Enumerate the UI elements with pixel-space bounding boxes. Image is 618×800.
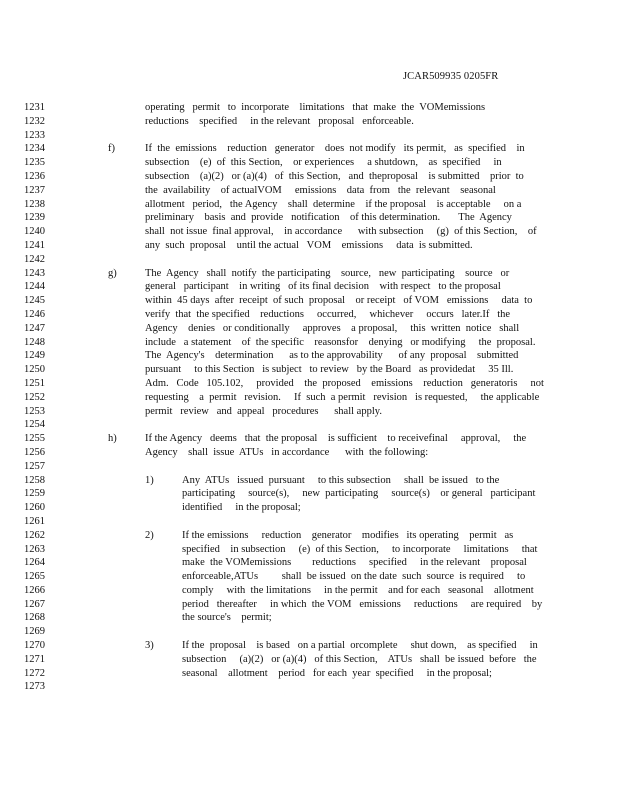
line-number: 1273 <box>24 681 45 693</box>
line-number: 1233 <box>24 129 45 141</box>
line-number: 1241 <box>24 239 45 251</box>
line-text: Agency denies or conditionally approves a proposal, this written notice shall <box>145 322 520 334</box>
document-line <box>0 487 618 501</box>
document-line <box>0 556 618 570</box>
document-line <box>0 170 618 184</box>
document-line <box>0 543 618 557</box>
line-number: 1265 <box>24 571 45 583</box>
line-text: shall not issue final approval, in accordance with subsection (g) of this Section, of <box>145 226 537 238</box>
document-line <box>0 115 618 129</box>
line-text: seasonal allotment period for each year specified in the proposal; <box>182 667 492 679</box>
document-line <box>0 446 618 460</box>
line-number: 1237 <box>24 184 45 196</box>
document-line <box>0 308 618 322</box>
line-text: make the VOMemissions reductions specified in the relevant proposal <box>182 557 527 569</box>
line-text: specified in subsection (e) of this Section, to incorporate limitations that <box>182 543 538 555</box>
line-text: pursuant to this Section is subject to review by the Board as providedat 35 Ill. <box>145 364 514 376</box>
line-number: 1236 <box>24 170 45 182</box>
document-line <box>0 501 618 515</box>
line-number: 1269 <box>24 626 45 638</box>
line-number: 1239 <box>24 212 45 224</box>
line-text: verify that the specified reductions occurred, whichever occurs later.If the <box>145 308 511 320</box>
line-number: 1254 <box>24 419 45 431</box>
line-text: Adm. Code 105.102, provided the proposed emissions reduction generatoris not <box>145 377 544 389</box>
document-line <box>0 363 618 377</box>
line-number: 1243 <box>24 267 45 279</box>
line-number: 1245 <box>24 295 45 307</box>
document-line <box>0 294 618 308</box>
line-number: 1231 <box>24 102 45 113</box>
line-number: 1262 <box>24 529 45 541</box>
document-line <box>0 253 618 267</box>
line-text: any such proposal until the actual VOM emissions data is submitted. <box>145 239 473 251</box>
line-number: 1242 <box>24 253 45 265</box>
document-line <box>0 598 618 612</box>
document-line <box>0 405 618 419</box>
line-number: 1264 <box>24 557 45 569</box>
document-line <box>0 474 618 488</box>
line-number: 1246 <box>24 308 45 320</box>
document-line <box>0 184 618 198</box>
line-number: 1248 <box>24 336 45 348</box>
line-number: 1252 <box>24 391 45 403</box>
document-line <box>0 280 618 294</box>
document-line <box>0 418 618 432</box>
document-line <box>0 267 618 281</box>
document-line <box>0 680 618 694</box>
line-text: include a statement of the specific reasonsfor denying or modifying the proposal. <box>145 336 536 348</box>
line-text: enforceable,ATUs shall be issued on the date such source is required to <box>182 571 526 583</box>
line-text: preliminary basis and provide notification of this determination. The Agency <box>145 212 512 224</box>
subsection-marker: 2) <box>145 529 154 541</box>
document-line <box>0 529 618 543</box>
line-number: 1270 <box>24 640 45 652</box>
line-text: The Agency shall notify the participating source, new participating source or <box>145 267 510 279</box>
line-text: The Agency's determination as to the approvability of any proposal submitted <box>145 350 519 362</box>
line-text: subsection (a)(2) or (a)(4) of this Section, and theproposal is submitted prior to <box>145 170 524 182</box>
line-number: 1251 <box>24 377 45 389</box>
document-line <box>0 225 618 239</box>
document-line <box>0 611 618 625</box>
line-text: the source's permit; <box>182 612 272 624</box>
line-text: subsection (a)(2) or (a)(4) of this Section, ATUs shall be issued before the <box>182 653 537 665</box>
line-number: 1250 <box>24 364 45 376</box>
line-text: comply with the limitations in the permit and for each seasonal allotment <box>182 584 534 596</box>
line-text: If the proposal is based on a partial orcomplete shut down, as specified in <box>182 640 538 652</box>
line-text: period thereafter in which the VOM emissions reductions are required by <box>182 598 543 610</box>
document-line <box>0 570 618 584</box>
line-number: 1255 <box>24 433 45 445</box>
subsection-marker: g) <box>108 267 117 279</box>
line-text: requesting a permit revision. If such a permit revision is requested, the applicable <box>145 391 540 403</box>
line-number: 1249 <box>24 350 45 362</box>
line-text: within 45 days after receipt of such proposal or receipt of VOM emissions data to <box>145 295 533 307</box>
document-line <box>0 349 618 363</box>
document-body <box>0 101 618 694</box>
line-text: Agency shall issue ATUs in accordance with the following: <box>145 446 429 458</box>
document-line <box>0 667 618 681</box>
line-text: subsection (e) of this Section, or experiences a shutdown, as specified in <box>145 157 502 169</box>
line-number: 1259 <box>24 488 45 500</box>
document-line <box>0 142 618 156</box>
line-number: 1266 <box>24 584 45 596</box>
line-text: participating source(s), new participating source(s) or general participant <box>182 488 536 500</box>
document-line <box>0 432 618 446</box>
line-number: 1271 <box>24 653 45 665</box>
document-line <box>0 211 618 225</box>
line-number: 1253 <box>24 405 45 417</box>
document-line <box>0 129 618 143</box>
document-line <box>0 101 618 115</box>
line-number: 1257 <box>24 460 45 472</box>
line-text: allotment period, the Agency shall determine if the proposal is acceptable on a <box>145 198 522 210</box>
subsection-marker: f) <box>108 143 115 155</box>
document-code-header: JCAR509935 0205FR <box>403 71 499 82</box>
subsection-marker: h) <box>108 433 117 445</box>
document-line <box>0 377 618 391</box>
line-number: 1267 <box>24 598 45 610</box>
line-text: If the Agency deems that the proposal is sufficient to receivefinal approval, the <box>145 433 527 445</box>
document-line <box>0 639 618 653</box>
document-line <box>0 198 618 212</box>
subsection-marker: 3) <box>145 640 154 652</box>
document-line <box>0 322 618 336</box>
line-number: 1240 <box>24 226 45 238</box>
line-text: identified in the proposal; <box>182 502 301 514</box>
line-number: 1256 <box>24 446 45 458</box>
line-number: 1234 <box>24 143 45 155</box>
line-text: reductions specified in the relevant proposal enforceable. <box>145 115 414 127</box>
line-number: 1268 <box>24 612 45 624</box>
line-number: 1244 <box>24 281 45 293</box>
document-line <box>0 584 618 598</box>
line-text: If the emissions reduction generator modifies its operating permit as <box>182 529 514 541</box>
document-line <box>0 336 618 350</box>
line-text: permit review and appeal procedures shall apply. <box>145 405 382 417</box>
line-number: 1238 <box>24 198 45 210</box>
document-line <box>0 460 618 474</box>
line-number: 1247 <box>24 322 45 334</box>
document-line <box>0 156 618 170</box>
document-line <box>0 391 618 405</box>
line-number: 1272 <box>24 667 45 679</box>
line-text: If the emissions reduction generator does not modify its permit, as specified in <box>145 143 525 155</box>
line-number: 1263 <box>24 543 45 555</box>
document-line <box>0 625 618 639</box>
line-text: the availability of actualVOM emissions data from the relevant seasonal <box>145 184 496 196</box>
subsection-marker: 1) <box>145 474 154 486</box>
line-text: Any ATUs issued pursuant to this subsection shall be issued to the <box>182 474 500 486</box>
line-text: general participant in writing of its final decision with respect to the proposal <box>145 281 501 293</box>
line-number: 1235 <box>24 157 45 169</box>
line-text: operating permit to incorporate limitations that make the VOMemissions <box>145 102 486 113</box>
line-number: 1258 <box>24 474 45 486</box>
line-number: 1260 <box>24 502 45 514</box>
line-number: 1232 <box>24 115 45 127</box>
document-line <box>0 515 618 529</box>
line-number: 1261 <box>24 515 45 527</box>
document-line <box>0 239 618 253</box>
document-line <box>0 653 618 667</box>
